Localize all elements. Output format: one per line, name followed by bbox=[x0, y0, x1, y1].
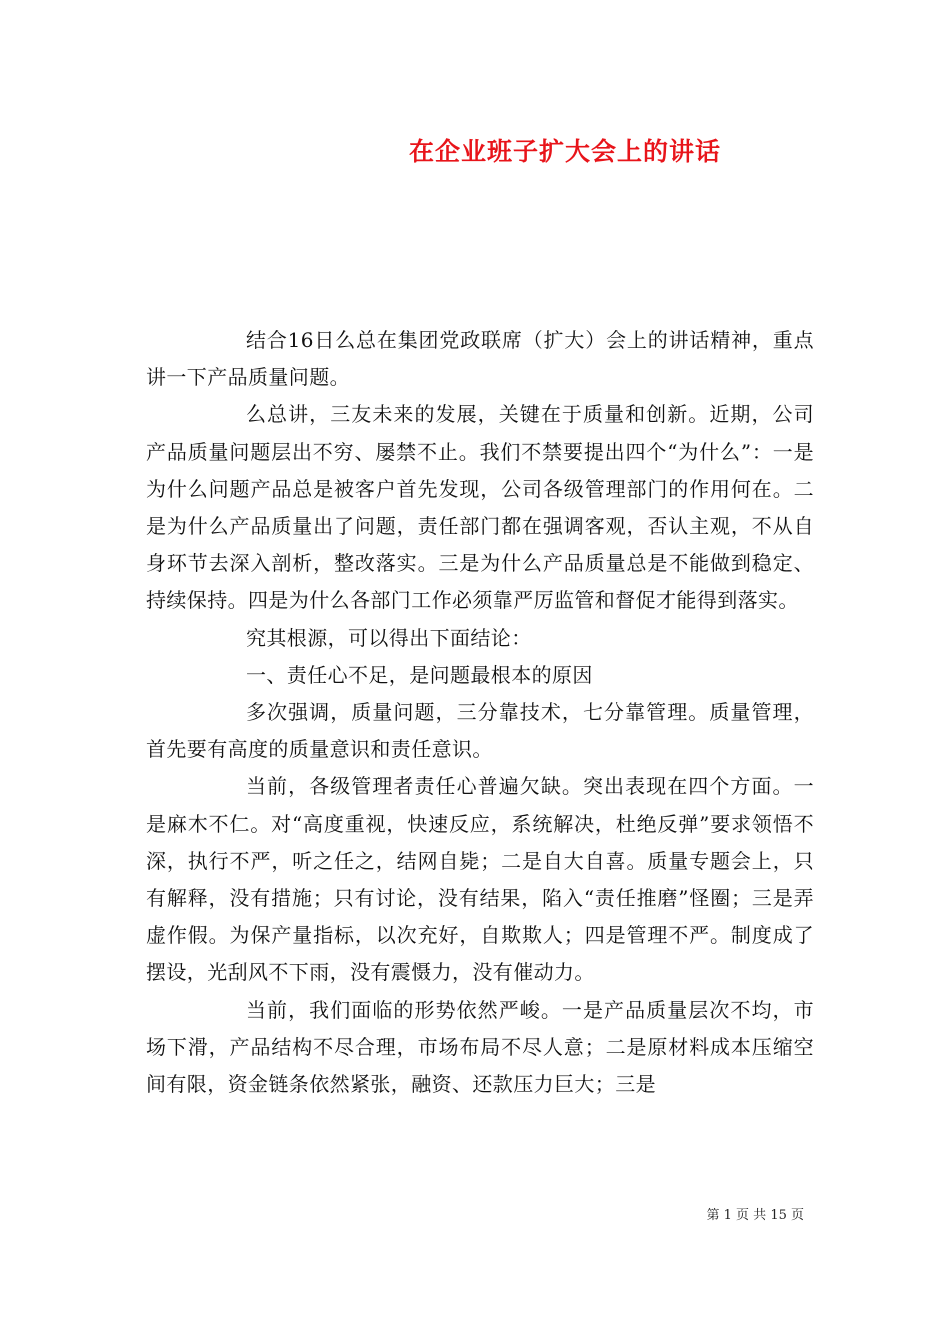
page-footer: 第 1 页 共 15 页 bbox=[706, 1208, 804, 1223]
paragraph-conclusion-lead: 究其根源，可以得出下面结论： bbox=[246, 625, 532, 650]
section-heading-1: 一、责任心不足，是问题最根本的原因 bbox=[246, 662, 593, 687]
paragraph-situation: 当前，我们面临的形势依然严峻。一是产品质量层次不均，市场下滑，产品结构不尽合理，市场布局不尽人意；二是原材料成本压缩空间有限，资金链条依然紧张，融资、还款压力巨大；三是 bbox=[146, 997, 814, 1097]
paragraph-responsibility: 当前，各级管理者责任心普遍欠缺。突出表现在四个方面。一是麻木不仁。对“高度重视，快速反应，系统解决，杜绝反弹”要求领悟不深，执行不严，听之任之，结网自毙；二是自大自喜。质量专题会上，只有解释，没有措施；只有讨论，没有结果，陷入“责任推磨”怪圈；三是弄虚作假。为保产量指标，以次充好，自欺欺人；四是管理不严。制度成了摆设，光刮风不下雨，没有震慑力，没有催动力。 bbox=[146, 774, 814, 985]
paragraph-questions: 么总讲，三友未来的发展，关键在于质量和创新。近期，公司产品质量问题层出不穷、屡禁不止。我们不禁要提出四个“为什么”：一是为什么问题产品总是被客户首先发现，公司各级管理部门的作用何在。二是为什么产品质量出了问题，责任部门都在强调客观，否认主观，不从自身环节去深入剖析，整改落实。三是为什么产品质量总是不能做到稳定、持续保持。四是为什么各部门工作必须靠严厉监管和督促才能得到落实。 bbox=[146, 402, 814, 613]
document-body bbox=[146, 322, 814, 1103]
paragraph-quality-management: 多次强调，质量问题，三分靠技术，七分靠管理。质量管理，首先要有高度的质量意识和责任意识。 bbox=[146, 700, 814, 762]
paragraph-intro: 结合16日么总在集团党政联席（扩大）会上的讲话精神，重点讲一下产品质量问题。 bbox=[146, 328, 814, 390]
document-title: 在企业班子扩大会上的讲话 bbox=[408, 137, 721, 166]
